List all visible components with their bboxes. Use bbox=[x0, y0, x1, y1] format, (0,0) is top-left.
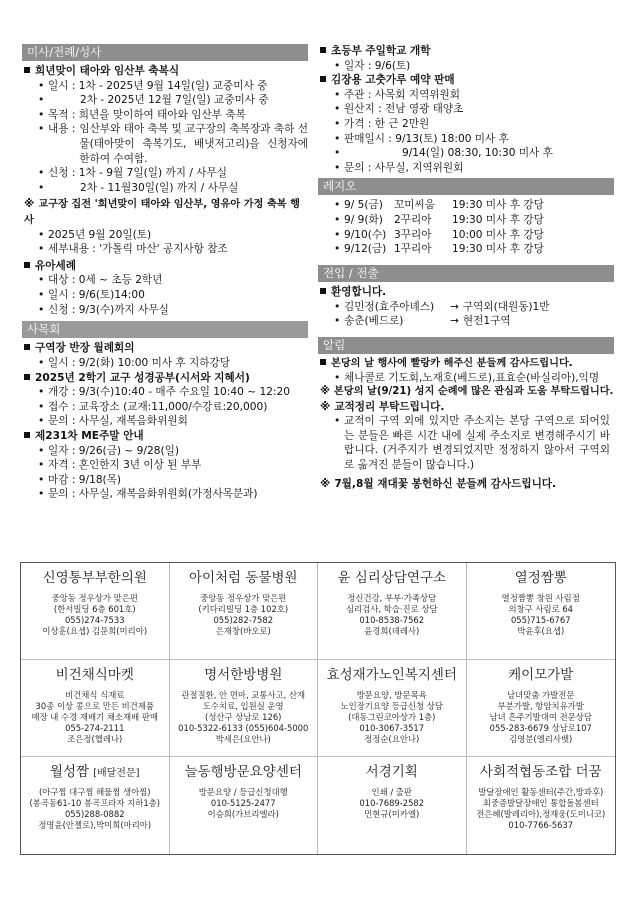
directory-card-line: (봉곡동61-10 봉곡프라자 지하1층) bbox=[29, 797, 160, 808]
directory-card-name: 열정짬뽕 bbox=[514, 570, 567, 586]
list-item: • 9/ 9(화) 2꾸리아 19:30 미사 후 강당 bbox=[318, 213, 614, 228]
blessing-list bbox=[22, 79, 308, 196]
section-header-liturgy: 미사/전례/성사 bbox=[22, 44, 308, 61]
square-bullet-icon bbox=[320, 47, 326, 53]
list-item: • 대상 : 0세 ~ 초등 2학년 bbox=[22, 273, 308, 288]
arrow-right-icon: → bbox=[450, 315, 459, 328]
directory-card bbox=[318, 660, 467, 757]
directory-card bbox=[467, 563, 616, 660]
directory-card-name: 사회적협동조합 더꿈 bbox=[479, 764, 602, 780]
right-column bbox=[318, 44, 614, 491]
directory-card-line: 정명윤(안젤로),박미희(마리아) bbox=[38, 819, 152, 830]
list-item: • 송춘(베드로) → 현전1구역 bbox=[318, 314, 614, 329]
directory-card bbox=[170, 660, 319, 757]
directory-card-line: 010-5322-6133 (055)604-5000 bbox=[178, 722, 309, 733]
palanca-list bbox=[318, 371, 614, 386]
list-item: • 일시 : 9/2(화) 10:00 미사 후 지하강당 bbox=[22, 356, 308, 371]
directory-card-name: 늘동행방문요양센터 bbox=[184, 764, 302, 780]
directory-card-line: 010-5125-2477 bbox=[210, 797, 276, 808]
directory-card-line: 박윤후(요셉) bbox=[517, 625, 565, 636]
section-header-legio: 레지오 bbox=[318, 178, 614, 195]
directory-card-line: 이승희(가브리엘라) bbox=[207, 808, 279, 819]
legio-list bbox=[318, 198, 614, 256]
bible-list bbox=[22, 385, 308, 429]
business-directory bbox=[20, 562, 616, 855]
heading-blessing: 희년맞이 태아와 임산부 축복식 bbox=[22, 64, 308, 79]
directory-card bbox=[467, 757, 616, 854]
directory-card bbox=[21, 757, 170, 854]
section-header-notice: 알림 bbox=[318, 337, 614, 354]
directory-card-name: 월성짬 [배달전문] bbox=[49, 764, 140, 780]
list-item: • 9/12(금) 1꾸리아 19:30 미사 후 강당 bbox=[318, 242, 614, 257]
directory-card-line: 055-283-6679 상남로107 bbox=[489, 722, 592, 733]
list-item: • 일시 : 9/6(토)14:00 bbox=[22, 288, 308, 303]
bishop-list bbox=[22, 228, 308, 257]
heading-me-weekend: 제231차 ME주말 안내 bbox=[22, 429, 308, 444]
heading-monthly-meeting: 구역장 반장 월례회의 bbox=[22, 341, 308, 356]
directory-card-line: (한서빌딩 6층 601호) bbox=[53, 603, 136, 614]
list-item: • 체나콜로 기도회,노재호(베드로),표효순(바실리아),익명 bbox=[318, 371, 614, 386]
directory-card bbox=[467, 660, 616, 757]
list-item: • 주관 : 사목회 지역위원회 bbox=[318, 88, 614, 103]
list-item: • 목적 : 희년을 맞이하여 태아와 임산부 축복 bbox=[22, 108, 308, 123]
directory-card-line: (키다리빌딩 1층 102호) bbox=[198, 603, 289, 614]
square-bullet-icon bbox=[24, 432, 30, 438]
heading-pepper-sale: 김장용 고춧가루 예약 판매 bbox=[318, 73, 614, 88]
list-item: • 9/10(수) 3꾸리아 10:00 미사 후 강당 bbox=[318, 228, 614, 243]
square-bullet-icon bbox=[320, 359, 326, 365]
heading-bible-study: 2025년 2학기 교구 성경공부(시서와 지혜서) bbox=[22, 371, 308, 386]
directory-card-name: 신영통부부한의원 bbox=[42, 570, 147, 586]
directory-card-name: 명서한방병원 bbox=[204, 667, 283, 683]
heading-pilgrimage: ※ 본당의 날(9/21) 성지 순례에 많은 관심과 도움 부탁드립니다. bbox=[320, 386, 614, 398]
directory-card-line: 매장 내 수경 재배기 채소재배 판매 bbox=[31, 711, 159, 722]
directory-card-line: 민현규(미카엘) bbox=[364, 808, 420, 819]
left-column bbox=[22, 44, 308, 502]
list-item: • 마감 : 9/18(목) bbox=[22, 473, 308, 488]
list-item: • 일자 : 9/26(금) ~ 9/28(일) bbox=[22, 444, 308, 459]
list-item: • 일자 : 9/6(토) bbox=[318, 59, 614, 74]
directory-card-line: 중앙동 정우상가 맞은편 bbox=[200, 592, 287, 603]
directory-card-name: 효성재가노인복지센터 bbox=[326, 667, 457, 683]
directory-card-line: 055-274-2111 bbox=[65, 722, 125, 733]
square-bullet-icon bbox=[320, 288, 326, 294]
directory-card bbox=[21, 660, 170, 757]
directory-card-line: 010-3067-3517 bbox=[359, 722, 425, 733]
transfer-list bbox=[318, 300, 614, 329]
directory-card-line: 심리검사, 학습·진로 상담 bbox=[345, 603, 438, 614]
directory-card-line: 010-7766-5637 bbox=[508, 819, 574, 830]
directory-card bbox=[170, 757, 319, 854]
square-bullet-icon bbox=[320, 76, 326, 82]
directory-card-line: 의창구 사림로 64 bbox=[508, 603, 574, 614]
list-item: • 판매일시 : 9/13(토) 18:00 미사 후 bbox=[318, 132, 614, 147]
list-item: • 내용 : 임산부와 태아 축복 및 교구장의 축복장과 축하 선물(태아맞이 축복기도, 배냇저고리)을 신청자에 한하여 수여함. bbox=[22, 122, 308, 166]
directory-card-line: 정정순(요안나) bbox=[364, 733, 420, 744]
directory-card-name: 서경기획 bbox=[365, 764, 418, 780]
directory-card-line: 최중증발달장애인 통합돌봄센터 bbox=[482, 797, 599, 808]
square-bullet-icon bbox=[24, 262, 30, 268]
directory-card-line: 비건채식 식재료 bbox=[65, 689, 125, 700]
directory-card-line: 발달장애인 활동센터(주간,방과후) bbox=[478, 786, 604, 797]
me-list bbox=[22, 444, 308, 502]
directory-card-line: (대동그린코아상가 1층) bbox=[348, 711, 436, 722]
directory-card-line: 055)715-6767 bbox=[510, 614, 571, 625]
directory-card-line: 010-7689-2582 bbox=[359, 797, 425, 808]
list-item: • 세부내용 : '가톨릭 마산' 공지사항 참조 bbox=[22, 242, 308, 257]
directory-card-line: 부분가발, 항암치유가발 bbox=[497, 700, 584, 711]
directory-card-line: (성산구 상남로 126) bbox=[205, 711, 282, 722]
directory-card-name: 아이처럼 동물병원 bbox=[188, 570, 298, 586]
list-item: • 9/ 5(금) 꼬미씨움 19:30 미사 후 강당 bbox=[318, 198, 614, 213]
record-list bbox=[318, 414, 614, 472]
directory-card-line: 055)282-7582 bbox=[213, 614, 274, 625]
school-list bbox=[318, 59, 614, 74]
heading-record-update: ※ 교적정리 부탁드립니다. bbox=[320, 400, 445, 413]
section-header-transfer: 전입 / 전출 bbox=[318, 265, 614, 282]
heading-infant-baptism: 유아세례 bbox=[22, 259, 308, 274]
heading-bishop-blessing: ※ 교구장 집전 '희년맞이 태아와 임산부, 영유아 가정 축복 행사 bbox=[24, 198, 301, 226]
list-item: • 신청 : 1차 - 9월 7일(일) 까지 / 사무실 bbox=[22, 166, 308, 181]
directory-card-line: 남녀맞춤 가발전문 bbox=[507, 689, 575, 700]
section-header-pastoral: 사목회 bbox=[22, 321, 308, 338]
directory-card-line: 055)274-7533 bbox=[64, 614, 125, 625]
directory-card bbox=[170, 563, 319, 660]
square-bullet-icon bbox=[24, 344, 30, 350]
list-item: • 문의 : 사무실, 재복음화위원회 bbox=[22, 414, 308, 429]
list-item: • 신청 : 9/3(수)까지 사무실 bbox=[22, 303, 308, 318]
directory-card-line: 김영분(엘리사벳) bbox=[509, 733, 573, 744]
directory-card-name: 비건채식마켓 bbox=[55, 667, 134, 683]
directory-card-line: 은재창(바오로) bbox=[215, 625, 271, 636]
directory-card-line: 인쇄 / 출판 bbox=[371, 786, 412, 797]
pepper-list bbox=[318, 88, 614, 176]
directory-card-line: 남녀 흔주기발대여 전문상담 bbox=[489, 711, 592, 722]
heading-sunday-school: 초등부 주일학교 개학 bbox=[318, 44, 614, 59]
directory-card-line: 방문요양, 방문목욕 bbox=[356, 689, 427, 700]
directory-card bbox=[318, 757, 467, 854]
list-item: • 개강 : 9/3(수)10:40 - 매주 수요일 10:40 ~ 12:20 bbox=[22, 385, 308, 400]
list-item-cont: • 2차 - 11월30일(일) 까지 / 사무실 bbox=[22, 181, 308, 196]
directory-card-line: 010-8538-7562 bbox=[359, 614, 425, 625]
list-item: • 2025년 9월 20일(토) bbox=[22, 228, 308, 243]
list-item: • 자격 : 혼인한지 3년 이상 된 부부 bbox=[22, 458, 308, 473]
heading-thanks-palanca: 본당의 날 행사에 빨랑카 해주신 분들께 감사드립니다. bbox=[318, 357, 614, 371]
directory-card-line: 방문요양 / 등급신청대행 bbox=[198, 786, 288, 797]
list-item-cont: • 2차 - 2025년 12월 7일(일) 교중미사 중 bbox=[22, 93, 308, 108]
directory-card-line: 조은정(헬레나) bbox=[67, 733, 123, 744]
baptism-list bbox=[22, 273, 308, 317]
meeting-list bbox=[22, 356, 308, 371]
directory-card-line: 윤경희(데레사) bbox=[364, 625, 420, 636]
list-item: • 김민정(효주아녜스) → 구역외(대원동)1반 bbox=[318, 300, 614, 315]
directory-card bbox=[21, 563, 170, 660]
list-item: • 교적이 구역 외에 있지만 주소지는 본당 구역으로 되어있는 분들은 빠른 시간 내에 실제 주소지로 변경해주시기 바랍니다. (거주지가 변경되었지만 정정하지 않아서 구역외로 옮겨진 분들이 많습니다.) bbox=[318, 414, 614, 472]
directory-card-name: 윤 심리상담연구소 bbox=[337, 570, 447, 586]
directory-card-line: 전은혜(발레리아),정재웅(도미니코) bbox=[476, 808, 606, 819]
list-item: • 문의 : 사무실, 재복음화위원회(가정사목분과) bbox=[22, 487, 308, 502]
directory-card-line: 정신건강, 부부·가족상담 bbox=[347, 592, 437, 603]
directory-card-line: 중앙동 정우상가 맞은편 bbox=[51, 592, 138, 603]
square-bullet-icon bbox=[24, 67, 30, 73]
directory-card-line: 도수치료, 입원실 운영 bbox=[202, 700, 284, 711]
arrow-right-icon: → bbox=[450, 300, 459, 313]
list-item: • 접수 : 교육장소 (교재:11,000/수강료:20,000) bbox=[22, 400, 308, 415]
directory-card-line: 박세은(요안나) bbox=[215, 733, 271, 744]
directory-card bbox=[318, 563, 467, 660]
square-bullet-icon bbox=[24, 374, 30, 380]
list-item: • 문의 : 사무실, 지역위원회 bbox=[318, 161, 614, 176]
list-item: • 일시 : 1차 - 2025년 9월 14일(일) 교중미사 중 bbox=[22, 79, 308, 94]
directory-card-line: 열정짬뽕 창원 사림점 bbox=[501, 592, 580, 603]
list-item: • 가격 : 한 근 2만원 bbox=[318, 117, 614, 132]
directory-card-name: 케이모가발 bbox=[508, 667, 574, 683]
list-item-cont: • 9/14(일) 08:30, 10:30 미사 후 bbox=[318, 146, 614, 161]
directory-card-line: 이상훈(요셉) 김문희(미리아) bbox=[42, 625, 148, 636]
list-item: • 원산지 : 전남 영광 태양초 bbox=[318, 102, 614, 117]
directory-card-line: (아구찜 대구찜 해물찜 생아찜) bbox=[38, 786, 151, 797]
directory-card-line: 055)288-0882 bbox=[64, 808, 125, 819]
directory-card-line: 노인장기요양 등급신청 상담 bbox=[340, 700, 443, 711]
heading-flower-thanks: ※ 7월,8월 재대꽃 봉헌하신 분들께 감사드립니다. bbox=[320, 477, 557, 490]
heading-welcome: 환영합니다. bbox=[318, 285, 614, 300]
directory-card-line: 관절질환, 안 면마, 교통사고, 산재 bbox=[181, 689, 306, 700]
directory-card-line: 30종 이상 콩으로 만든 비건제품 bbox=[35, 700, 154, 711]
